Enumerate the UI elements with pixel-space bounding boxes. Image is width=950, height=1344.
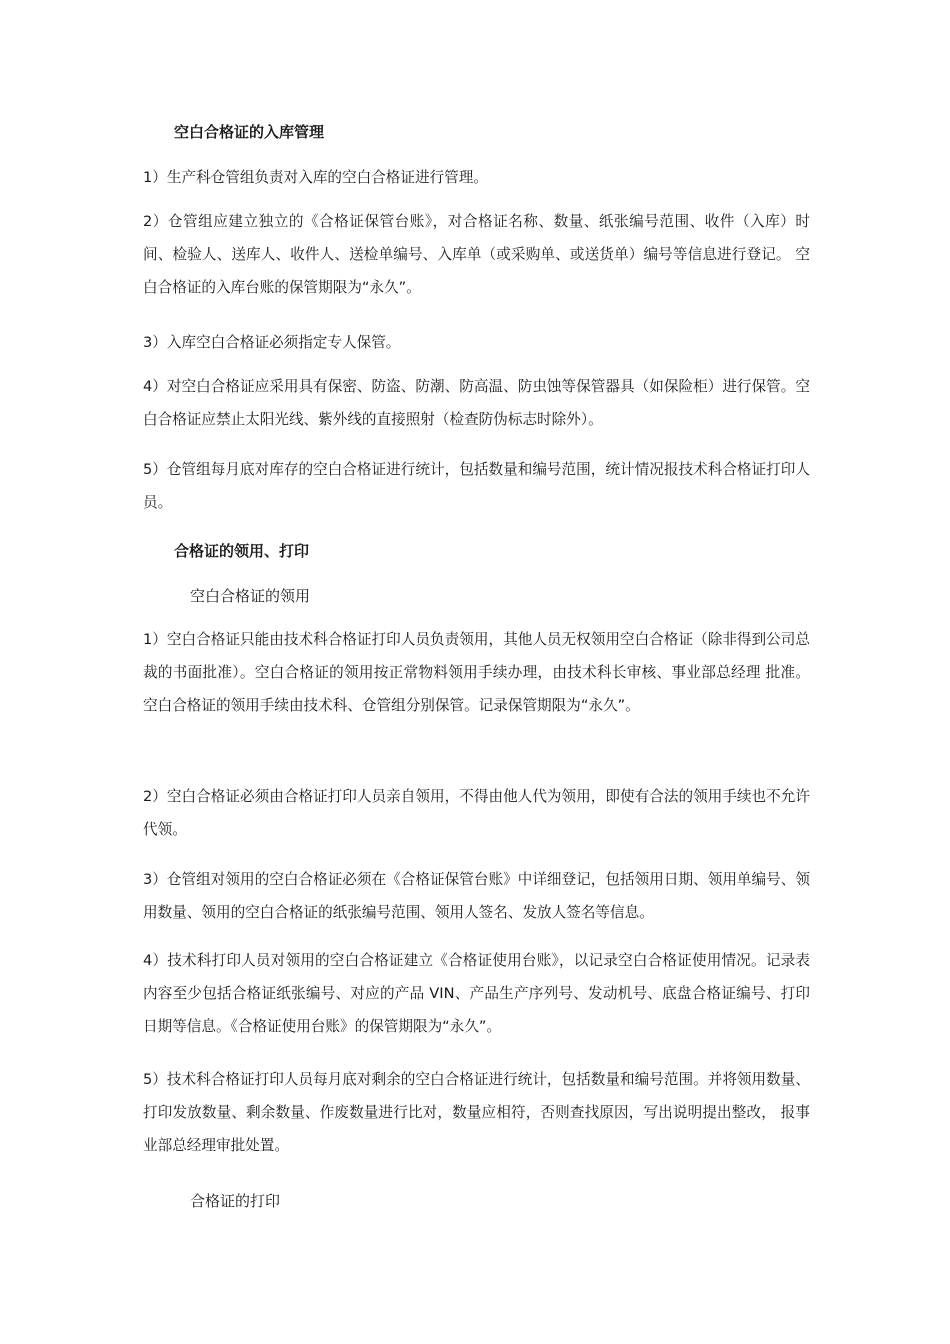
paragraph-use-3: 3）仓管组对领用的空白合格证必须在《合格证保管台账》中详细登记，包括领用日期、领用单编号、领用数量、领用的空白合格证的纸张编号范围、领用人签名、发放人签名等信息。 <box>143 871 810 921</box>
paragraph-storage-1: 1）生产科仓管组负责对入库的空白合格证进行管理。 <box>143 169 488 186</box>
paragraph-storage-2: 2）仓管组应建立独立的《合格证保管台账》，对合格证名称、数量、纸张编号范围、收件（入库）时间、检验人、送库人、收件人、送检单编号、入库单（或采购单、或送货单）编号等信息进行登记。 空白合格证的入库台账的保管期限为“永久”。 <box>143 213 810 296</box>
paragraph-storage-4: 4）对空白合格证应采用具有保密、防盗、防潮、防高温、防虫蚀等保管器具（如保险柜）进行保管。空白合格证应禁止太阳光线、紫外线的直接照射（检查防伪标志时除外）。 <box>143 378 810 428</box>
paragraph-use-5: 5）技术科合格证打印人员每月底对剩余的空白合格证进行统计，包括数量和编号范围。并将领用数量、打印发放数量、剩余数量、作废数量进行比对，数量应相符，否则查找原因，写出说明提出整改， 报事业部总经理审批处置。 <box>143 1071 810 1154</box>
paragraph-storage-5: 5）仓管组每月底对库存的空白合格证进行统计，包括数量和编号范围，统计情况报技术科合格证打印人员。 <box>143 461 810 511</box>
paragraph-use-4: 4）技术科打印人员对领用的空白合格证建立《合格证使用台账》，以记录空白合格证使用情况。记录表内容至少包括合格证纸张编号、对应的产品 VIN、产品生产序列号、发动机号、底盘合格证编号、打印日期等信息。《合格证使用台账》的保管期限为“永久”。 <box>143 952 810 1035</box>
section-heading-use-print: 合格证的领用、打印 <box>174 542 310 560</box>
subheading-blank-use: 空白合格证的领用 <box>190 587 311 605</box>
paragraph-use-1: 1）空白合格证只能由技术科合格证打印人员负责领用，其他人员无权领用空白合格证（除非得到公司总裁的书面批准）。空白合格证的领用按正常物料领用手续办理，由技术科长审核、事业部总经理 批准。空白合格证的领用手续由技术科、仓管组分别保管。记录保管期限为“永久”。 <box>143 631 810 714</box>
paragraph-storage-3: 3）入库空白合格证必须指定专人保管。 <box>143 334 401 351</box>
subheading-printing: 合格证的打印 <box>190 1192 281 1210</box>
section-heading-storage: 空白合格证的入库管理 <box>174 123 325 141</box>
paragraph-use-2: 2）空白合格证必须由合格证打印人员亲自领用，不得由他人代为领用，即使有合法的领用手续也不允许代领。 <box>143 788 810 838</box>
